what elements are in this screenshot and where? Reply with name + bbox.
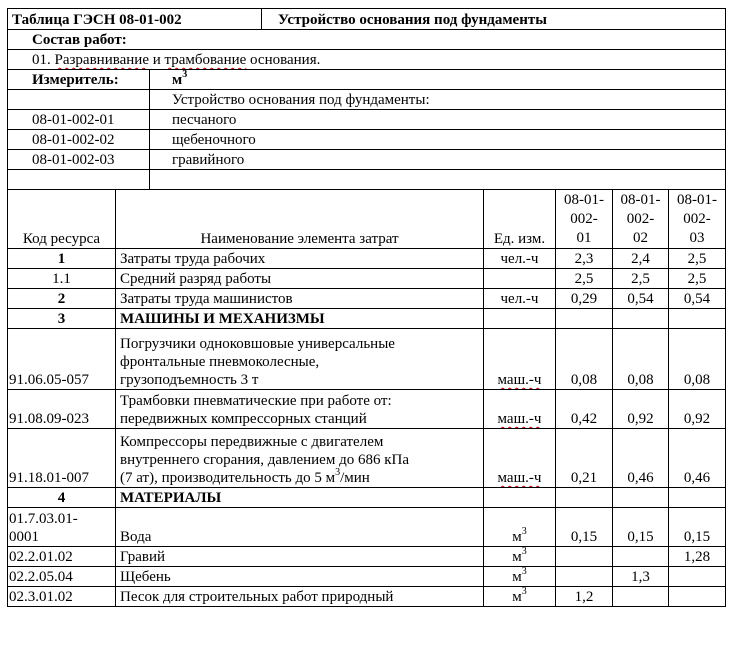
- section-code: 4: [8, 488, 116, 508]
- row-value-v1: 0,42: [556, 390, 613, 429]
- row-unit: [484, 429, 556, 488]
- work-item-end: основания.: [246, 52, 321, 68]
- row-name-part: (7 ат), производительность до 5 м: [120, 470, 336, 486]
- variants-title: Устройство основания под фундаменты:: [150, 90, 726, 110]
- row-value-v1: 2,5: [556, 269, 613, 289]
- row-name-line: внутреннего сгорания, давлением до 686 кПа: [120, 452, 409, 468]
- col-v3-line: 002-: [683, 211, 711, 227]
- row-value-v2: [613, 587, 669, 607]
- row-unit-sup: 3: [521, 566, 527, 577]
- table-row: [8, 269, 726, 289]
- row-name: Затраты труда машинистов: [116, 289, 484, 309]
- table-row: [8, 587, 726, 607]
- row-name-line: передвижных компрессорных станций: [120, 411, 367, 427]
- row-unit: [484, 567, 556, 587]
- row-value-v3: 0,54: [669, 289, 726, 309]
- row-value-v1: 2,3: [556, 249, 613, 269]
- section-row: [8, 488, 726, 508]
- section-name: МАТЕРИАЛЫ: [116, 488, 484, 508]
- variant-empty: [150, 170, 726, 190]
- row-name: [116, 429, 484, 488]
- row-name: Щебень: [116, 567, 484, 587]
- row-name-sup: 3: [335, 467, 341, 478]
- row-code-line: 01.7.03.01-: [9, 511, 78, 527]
- row-value-v2: [613, 309, 669, 329]
- row-code: 1.1: [8, 269, 116, 289]
- work-item-rest: и: [148, 52, 165, 68]
- row-name-part: /мин: [340, 470, 370, 486]
- row-value-v3: 0,92: [669, 390, 726, 429]
- variant-name: щебеночного: [150, 130, 726, 150]
- row-unit-sup: 3: [521, 546, 527, 557]
- row-name: [116, 390, 484, 429]
- row-value-v3: 0,46: [669, 429, 726, 488]
- row-value-v3: 2,5: [669, 249, 726, 269]
- row-name: Средний разряд работы: [116, 269, 484, 289]
- row-unit-text: маш.-ч: [497, 372, 542, 388]
- work-label: Состав работ:: [8, 30, 726, 50]
- row-value-v1: 0,21: [556, 429, 613, 488]
- row-code: 02.2.05.04: [8, 567, 116, 587]
- row-value-v1: 0,15: [556, 508, 613, 547]
- row-name: Затраты труда рабочих: [116, 249, 484, 269]
- row-name-line: Трамбовки пневматические при работе от:: [120, 393, 392, 409]
- table-row: [8, 390, 726, 429]
- row-code: 91.18.01-007: [8, 429, 116, 488]
- row-name: Гравий: [116, 547, 484, 567]
- work-item-num: 01.: [32, 52, 55, 68]
- resources-table: [7, 189, 726, 607]
- row-value-v3: [669, 587, 726, 607]
- header-table: [7, 8, 726, 70]
- row-value-v3: [669, 567, 726, 587]
- row-value-v2: 0,08: [613, 329, 669, 390]
- row-code: [8, 508, 116, 547]
- col-v3-line: 08-01-: [677, 192, 717, 208]
- variants-title-empty: [8, 90, 150, 110]
- row-unit: [484, 390, 556, 429]
- row-code: 91.06.05-057: [8, 329, 116, 390]
- row-name-line: фронтальные пневмоколесные,: [120, 354, 320, 370]
- row-value-v2: 1,3: [613, 567, 669, 587]
- work-item-word1: Разравнивание: [54, 52, 149, 68]
- row-name-line: [120, 469, 479, 487]
- row-value-v1: [556, 547, 613, 567]
- col-variant3-header: [669, 190, 726, 249]
- row-unit-sup: 3: [521, 586, 527, 597]
- col-v1-line: 002-: [570, 211, 598, 227]
- row-value-v1: [556, 309, 613, 329]
- variants-table: [7, 69, 726, 190]
- col-v2-line: 02: [633, 230, 648, 246]
- row-unit-base: м: [512, 549, 522, 565]
- resources-header-row: [8, 190, 726, 249]
- row-unit-text: маш.-ч: [497, 411, 542, 427]
- row-value-v2: [613, 547, 669, 567]
- row-unit: чел.-ч: [484, 249, 556, 269]
- row-value-v3: 0,08: [669, 329, 726, 390]
- row-unit-base: м: [512, 529, 522, 545]
- variant-name: песчаного: [150, 110, 726, 130]
- col-v1-line: 01: [576, 230, 592, 246]
- table-row: [8, 508, 726, 547]
- work-item-word2: трамбование: [164, 52, 247, 68]
- row-unit-base: м: [512, 589, 522, 605]
- table-title: Устройство основания под фундаменты: [262, 9, 726, 30]
- variant-code: 08-01-002-02: [8, 130, 150, 150]
- row-name: Песок для строительных работ природный: [116, 587, 484, 607]
- col-v1-line: 08-01-: [564, 192, 604, 208]
- row-unit: чел.-ч: [484, 289, 556, 309]
- table-row: [8, 429, 726, 488]
- row-value-v2: [613, 488, 669, 508]
- row-name-line: грузоподъемность 3 т: [120, 372, 259, 388]
- table-code: Таблица ГЭСН 08-01-002: [8, 9, 262, 30]
- section-name: МАШИНЫ И МЕХАНИЗМЫ: [116, 309, 484, 329]
- row-value-v3: 1,28: [669, 547, 726, 567]
- col-code-header: Код ресурса: [8, 190, 116, 249]
- row-value-v3: 0,15: [669, 508, 726, 547]
- row-value-v1: [556, 488, 613, 508]
- row-code: 2: [8, 289, 116, 309]
- row-unit: [484, 508, 556, 547]
- variant-empty: [8, 170, 150, 190]
- row-value-v1: 1,2: [556, 587, 613, 607]
- gesn-table-document: [7, 8, 725, 607]
- work-item: [8, 50, 726, 70]
- table-row: [8, 289, 726, 309]
- row-code: 91.08.09-023: [8, 390, 116, 429]
- col-name-header: Наименование элемента затрат: [116, 190, 484, 249]
- row-value-v2: 0,92: [613, 390, 669, 429]
- col-v2-line: 002-: [626, 211, 655, 227]
- meter-label: Измеритель:: [8, 70, 150, 90]
- row-name-line: Компрессоры передвижные с двигателем: [120, 434, 384, 450]
- row-value-v1: 0,08: [556, 329, 613, 390]
- row-code: 1: [8, 249, 116, 269]
- row-unit: [484, 587, 556, 607]
- table-row: [8, 329, 726, 390]
- row-code-line: 0001: [9, 529, 39, 545]
- row-value-v2: 2,4: [613, 249, 669, 269]
- row-value-v2: 0,15: [613, 508, 669, 547]
- meter-unit: [150, 70, 726, 90]
- row-name: Вода: [116, 508, 484, 547]
- col-variant1-header: [556, 190, 613, 249]
- row-value-v2: 2,5: [613, 269, 669, 289]
- col-variant2-header: [613, 190, 669, 249]
- row-unit: [484, 488, 556, 508]
- variant-code: 08-01-002-03: [8, 150, 150, 170]
- row-name: [116, 329, 484, 390]
- row-value-v3: 2,5: [669, 269, 726, 289]
- row-unit: [484, 309, 556, 329]
- table-row: [8, 547, 726, 567]
- row-unit-text: маш.-ч: [497, 470, 542, 486]
- variant-name: гравийного: [150, 150, 726, 170]
- row-value-v1: [556, 567, 613, 587]
- row-value-v3: [669, 488, 726, 508]
- row-value-v2: 0,46: [613, 429, 669, 488]
- section-row: [8, 309, 726, 329]
- col-v2-line: 08-01-: [620, 192, 661, 208]
- row-unit-sup: 3: [521, 526, 527, 537]
- variant-code: 08-01-002-01: [8, 110, 150, 130]
- row-unit-base: м: [512, 569, 522, 585]
- meter-unit-base: м: [172, 72, 183, 88]
- row-name-line: Погрузчики одноковшовые универсальные: [120, 336, 395, 352]
- row-unit: [484, 329, 556, 390]
- table-row: [8, 567, 726, 587]
- meter-unit-sup: 3: [182, 69, 188, 80]
- row-unit: [484, 269, 556, 289]
- row-value-v3: [669, 309, 726, 329]
- table-row: [8, 249, 726, 269]
- row-value-v2: 0,54: [613, 289, 669, 309]
- row-value-v1: 0,29: [556, 289, 613, 309]
- row-unit: [484, 547, 556, 567]
- col-v3-line: 03: [689, 230, 705, 246]
- section-code: 3: [8, 309, 116, 329]
- row-code: 02.3.01.02: [8, 587, 116, 607]
- col-unit-header: Ед. изм.: [484, 190, 556, 249]
- row-code: 02.2.01.02: [8, 547, 116, 567]
